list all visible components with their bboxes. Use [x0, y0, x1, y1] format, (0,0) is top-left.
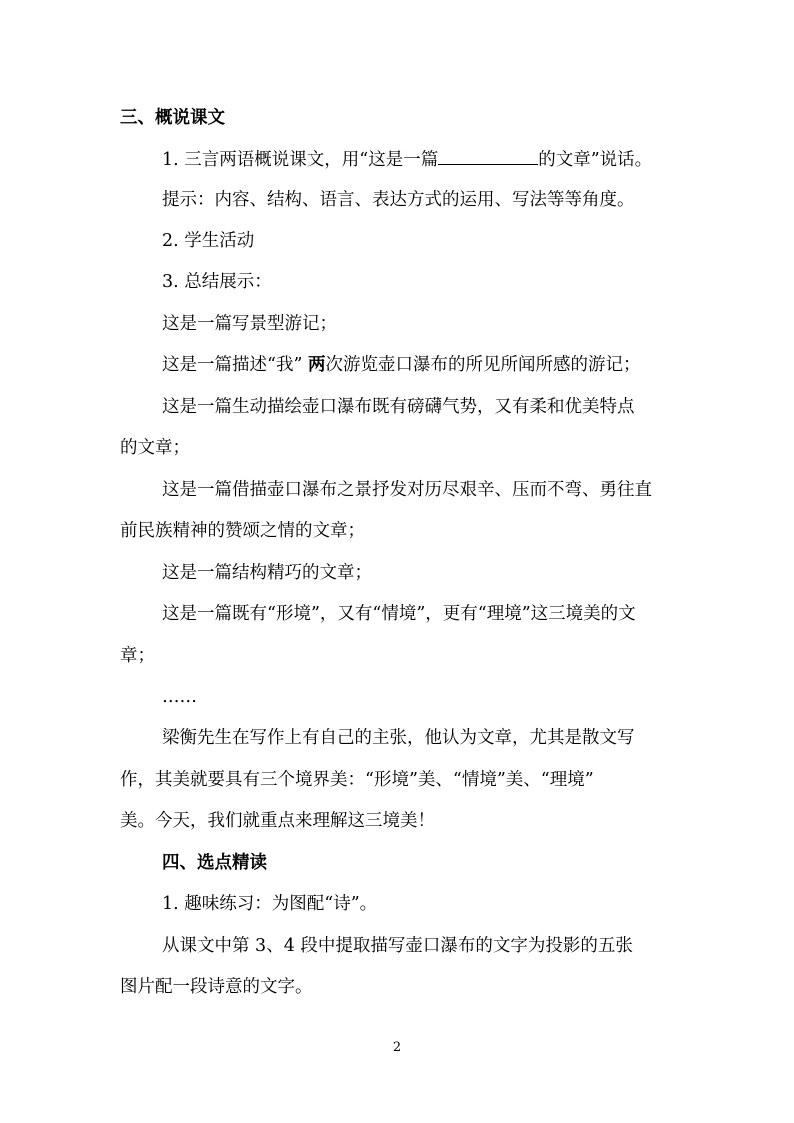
- summary-1: 这是一篇写景型游记；: [162, 314, 337, 334]
- section-4-heading: 四、选点精读: [162, 853, 267, 873]
- summary-2-a: 这是一篇描述“我”: [162, 355, 303, 375]
- section-3-heading: 三、概说课文: [120, 108, 225, 128]
- summary-2-c: 次游览壶口瀑布的所见所闻所感的游记；: [325, 355, 641, 375]
- liang-heng-para-line-1: 梁衡先生在写作上有自己的主张，他认为文章，尤其是散文写: [162, 728, 635, 748]
- summary-2: [162, 353, 640, 377]
- summary-6-line-1: 这是一篇既有“形境”，又有“情境”，更有“理境”这三境美的文: [162, 604, 636, 624]
- page-number: 2: [392, 1040, 402, 1055]
- item-1-line: [162, 147, 652, 172]
- summary-5: 这是一篇结构精巧的文章；: [162, 563, 372, 583]
- liang-heng-para-line-2: 作，其美就要具有三个境界美：“形境”美、“情境”美、“理境”: [120, 770, 594, 790]
- summary-3-line-2: 的文章；: [120, 438, 190, 458]
- ellipsis: ……: [162, 687, 197, 707]
- item-2-line: 2. 学生活动: [162, 231, 255, 251]
- item-3-line: 3. 总结展示：: [162, 272, 272, 292]
- fill-in-blank: [438, 147, 538, 165]
- summary-3-line-1: 这是一篇生动描绘壶口瀑布既有磅礴气势，又有柔和优美特点: [162, 397, 635, 417]
- item-1-text-a: 1. 三言两语概说课文，用“这是一篇: [162, 150, 439, 170]
- liang-heng-para-line-3: 美。今天，我们就重点来理解这三境美！: [120, 811, 435, 831]
- summary-4-line-1: 这是一篇借描壶口瀑布之景抒发对历尽艰辛、压而不弯、勇往直: [162, 480, 652, 500]
- summary-6-line-2: 章；: [120, 646, 155, 666]
- summary-2-bold: 两: [307, 355, 326, 375]
- tip-line: 提示：内容、结构、语言、表达方式的运用、写法等等角度。: [162, 190, 635, 210]
- exercise-para-line-1: 从课文中第 3、4 段中提取描写壶口瀑布的文字为投影的五张: [162, 936, 633, 956]
- exercise-para-line-2: 图片配一段诗意的文字。: [120, 977, 313, 997]
- exercise-1-line: 1. 趣味练习：为图配“诗”。: [162, 894, 378, 914]
- item-1-text-b: 的文章”说话。: [538, 150, 653, 170]
- summary-4-line-2: 前民族精神的赞颂之情的文章；: [120, 521, 365, 541]
